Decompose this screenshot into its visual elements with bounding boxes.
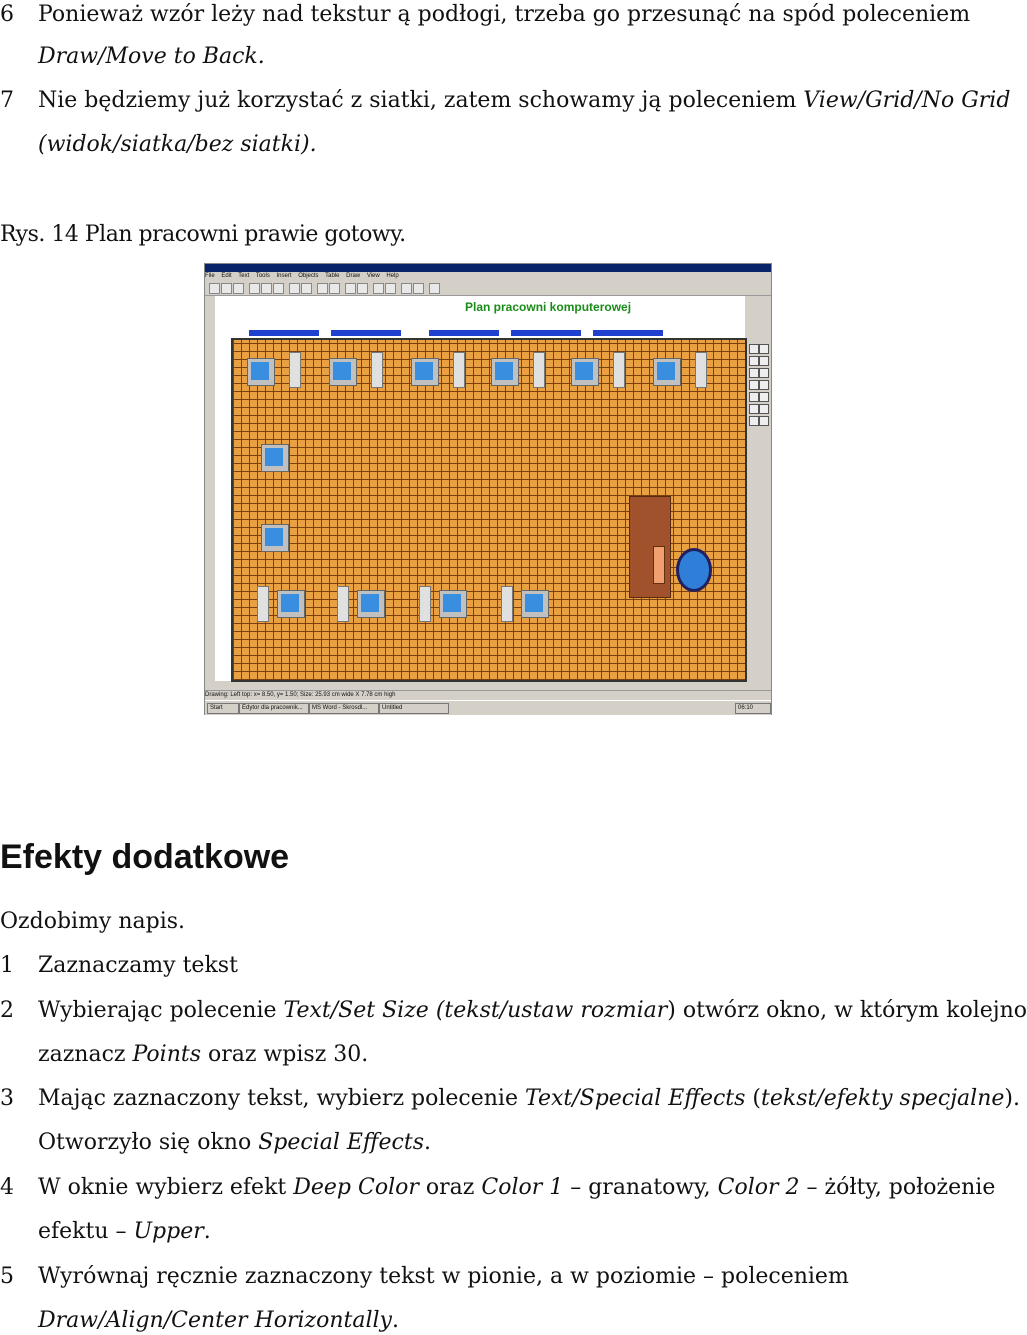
clock: 06:10	[735, 703, 771, 714]
computer-tower-icon	[419, 586, 431, 622]
item-text: Ponieważ wzór leży nad tekstur ą podłogi, trzeba go przesunąć na spód poleceniem	[38, 2, 971, 27]
chair	[653, 546, 665, 584]
computer-tower-icon	[695, 352, 707, 388]
computer-tower-icon	[453, 352, 465, 388]
computer-icon	[571, 358, 599, 386]
computer-icon	[261, 444, 289, 472]
toolbar-button	[357, 283, 368, 294]
toolbar-button	[413, 283, 424, 294]
toolbar-button	[209, 283, 220, 294]
computer-tower-icon	[289, 352, 301, 388]
item-number: 7	[0, 88, 14, 113]
tool-icon	[749, 380, 759, 390]
tool-icon	[749, 344, 759, 354]
toolbar-button	[273, 283, 284, 294]
tool-icon	[749, 392, 759, 402]
computer-icon	[277, 590, 305, 618]
toolbar-button	[345, 283, 356, 294]
tool-icon	[759, 344, 769, 354]
computer-tower-icon	[533, 352, 545, 388]
toolbar	[205, 281, 771, 296]
menu-item: Insert	[276, 273, 292, 279]
item-number: 2	[0, 998, 14, 1023]
toolbar-button	[289, 283, 300, 294]
tool-icon	[759, 416, 769, 426]
item-text: Nie będziemy już korzystać z siatki, zatem schowamy ją poleceniem	[38, 88, 804, 113]
tool-icon	[759, 404, 769, 414]
tool-icon	[749, 356, 759, 366]
computer-icon	[247, 358, 275, 386]
computer-icon	[653, 358, 681, 386]
intro-text: Ozdobimy napis.	[0, 909, 186, 934]
tool-icon	[759, 380, 769, 390]
menu-item: Text	[238, 273, 250, 279]
window-bar	[593, 330, 663, 336]
computer-icon	[411, 358, 439, 386]
toolbar-button	[301, 283, 312, 294]
computer-icon	[329, 358, 357, 386]
command-name: Draw/Move to Back.	[38, 44, 265, 69]
toolbar-button	[317, 283, 328, 294]
menu-item: Objects	[298, 273, 319, 279]
tool-icon	[749, 368, 759, 378]
taskbar	[205, 700, 771, 715]
item-number: 6	[0, 2, 14, 27]
toolbar-button	[385, 283, 396, 294]
window-bar	[511, 330, 581, 336]
drawing-canvas	[215, 296, 745, 681]
item-number: 3	[0, 1086, 14, 1111]
menu-item: Edit	[221, 273, 232, 279]
tool-icon	[759, 356, 769, 366]
window-bar	[331, 330, 401, 336]
item-text: Zaznaczamy tekst	[38, 953, 238, 978]
computer-icon	[357, 590, 385, 618]
toolbar-button	[221, 283, 232, 294]
command-translation: (widok/siatka/bez siatki).	[38, 132, 317, 157]
menu-item: Help	[386, 273, 399, 279]
window-bar	[429, 330, 499, 336]
computer-icon	[521, 590, 549, 618]
toolbar-button	[429, 283, 440, 294]
menu-item: View	[366, 273, 380, 279]
tool-palette	[747, 342, 769, 452]
item-number: 4	[0, 1175, 14, 1200]
taskbar-item: Edytor dla pracownik...	[239, 703, 309, 714]
tool-icon	[759, 392, 769, 402]
menu-bar	[205, 272, 771, 281]
taskbar-item: MS Word - Skrosdl...	[309, 703, 379, 714]
toolbar-button	[373, 283, 384, 294]
item-text: Wyrównaj ręcznie zaznaczony tekst w pionie, a w poziomie – poleceniem	[38, 1264, 849, 1289]
toolbar-button	[249, 283, 260, 294]
start-button: Start	[207, 703, 239, 714]
menu-item: Table	[325, 273, 340, 279]
section-heading: Efekty dodatkowe	[0, 838, 290, 876]
toolbar-button	[233, 283, 244, 294]
plan-title: Plan pracowni komputerowej	[465, 300, 632, 314]
command-name: View/Grid/No Grid	[803, 88, 1011, 113]
taskbar-item: Untitled	[379, 703, 449, 714]
toolbar-button	[401, 283, 412, 294]
computer-tower-icon	[257, 586, 269, 622]
tool-icon	[749, 416, 759, 426]
computer-tower-icon	[337, 586, 349, 622]
menu-item: Draw	[346, 273, 361, 279]
figure-screenshot	[204, 263, 772, 715]
item-number: 5	[0, 1264, 14, 1289]
window-titlebar	[205, 264, 771, 272]
tool-icon	[749, 404, 759, 414]
computer-icon	[439, 590, 467, 618]
computer-tower-icon	[371, 352, 383, 388]
menu-item: File	[205, 273, 215, 279]
toolbar-button	[261, 283, 272, 294]
status-bar: Drawing: Left top: x= 8.50, y= 1.50; Size: 25.93 cm wide X 7.78 cm high	[205, 690, 771, 700]
toolbar-button	[329, 283, 340, 294]
figure-caption: Rys. 14 Plan pracowni prawie gotowy.	[0, 222, 406, 247]
computer-icon	[491, 358, 519, 386]
item-number: 1	[0, 953, 14, 978]
floor-plan	[231, 338, 747, 682]
round-table	[676, 548, 712, 592]
computer-tower-icon	[501, 586, 513, 622]
window-bar	[249, 330, 319, 336]
computer-icon	[261, 524, 289, 552]
menu-item: Tools	[255, 273, 270, 279]
tool-icon	[759, 368, 769, 378]
computer-tower-icon	[613, 352, 625, 388]
